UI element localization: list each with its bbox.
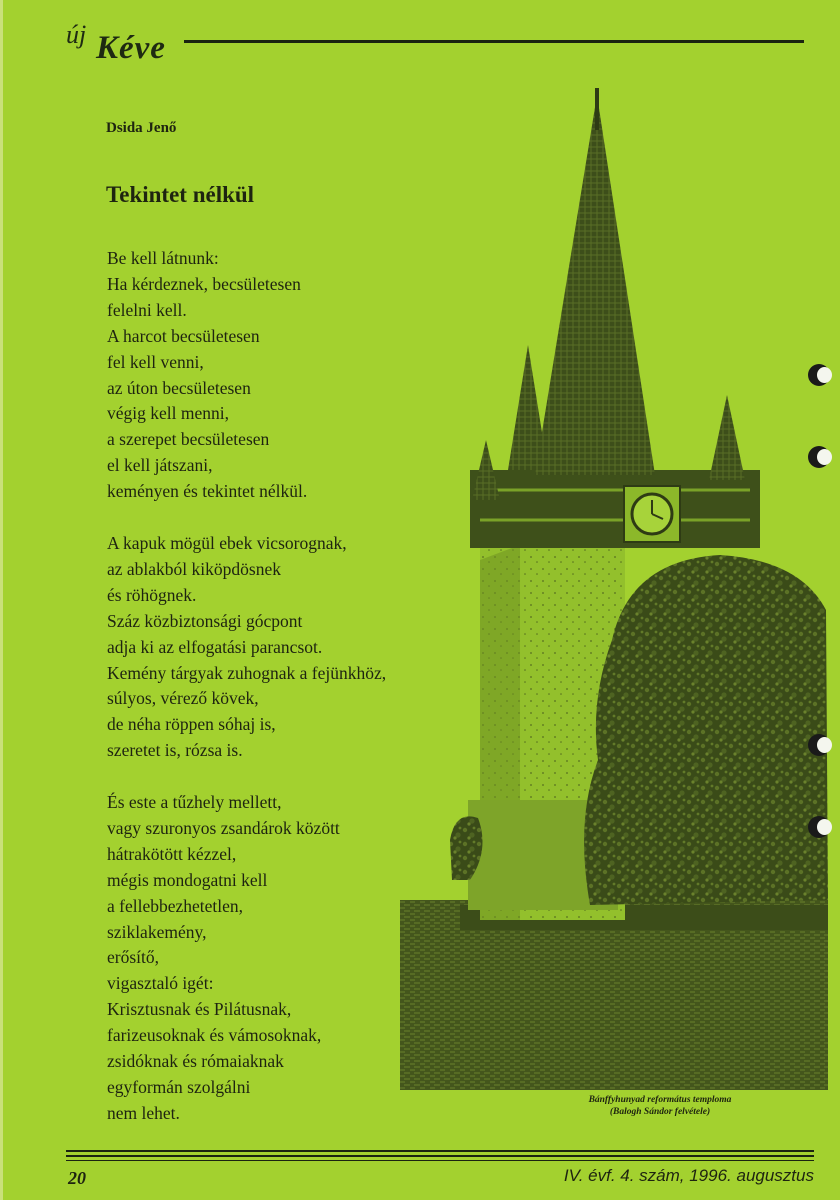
tower-gallery bbox=[470, 470, 760, 548]
poem-line: egyformán szolgálni bbox=[107, 1076, 251, 1097]
corner-turret-left bbox=[508, 345, 548, 470]
poem-line: sziklakemény, bbox=[107, 921, 207, 942]
poem-line: hátrakötött kézzel, bbox=[107, 843, 237, 864]
binder-hole bbox=[808, 364, 830, 386]
poem-line: A kapuk mögül ebek vicsorognak, bbox=[107, 533, 347, 553]
page-edge bbox=[0, 0, 3, 1200]
footer-rule bbox=[66, 1155, 814, 1157]
footer-rule bbox=[66, 1160, 814, 1161]
poem-line: zsidóknak és rómaiaknak bbox=[107, 1051, 284, 1072]
poem-author: Dsida Jenő bbox=[106, 120, 177, 136]
poem-line: felelni kell. bbox=[107, 299, 187, 320]
poem-line: A harcot becsületesen bbox=[107, 325, 260, 346]
poem-line: és röhögnek. bbox=[107, 584, 197, 605]
poem-line: az úton becsületesen bbox=[107, 377, 251, 398]
binder-hole bbox=[808, 446, 830, 468]
poem-line: adja ki az elfogatási parancsot. bbox=[107, 636, 323, 657]
poem-line: mégis mondogatni kell bbox=[107, 869, 268, 890]
corner-turret-right bbox=[709, 395, 745, 480]
page-number: 20 bbox=[68, 1168, 86, 1188]
poem-line: de néha röppen sóhaj is, bbox=[107, 714, 276, 735]
poem-line: az ablakból kiköpdösnek bbox=[107, 558, 281, 579]
caption-credit: (Balogh Sándor felvétele) bbox=[609, 1107, 711, 1117]
poem-line: szeretet is, rózsa is. bbox=[107, 740, 243, 761]
poem-line: nem lehet. bbox=[107, 1102, 180, 1123]
church-photo bbox=[398, 60, 830, 1092]
spire-roof bbox=[535, 95, 655, 475]
poem-line: vigasztaló igét: bbox=[107, 973, 214, 994]
binder-hole bbox=[808, 816, 830, 838]
logo-name: Kéve bbox=[96, 30, 166, 66]
poem-line: végig kell menni, bbox=[107, 403, 229, 424]
poem-title: Tekintet nélkül bbox=[106, 182, 255, 207]
photo-caption bbox=[530, 1094, 790, 1118]
poem-line: Száz közbiztonsági gócpont bbox=[107, 610, 303, 631]
poem-line: súlyos, vérező kövek, bbox=[107, 688, 259, 709]
poem-line: farizeusoknak és vámosoknak, bbox=[107, 1025, 322, 1046]
poem-line: el kell játszani, bbox=[107, 455, 213, 476]
logo-prefix: új bbox=[66, 20, 87, 49]
poem-line: a fellebbezhetetlen, bbox=[107, 895, 244, 916]
poem-line: a szerepet becsületesen bbox=[107, 429, 270, 450]
poem-line: És este a tűzhely mellett, bbox=[107, 792, 282, 812]
header-rule bbox=[184, 40, 804, 43]
issue-info: IV. évf. 4. szám, 1996. augusztus bbox=[563, 1166, 814, 1185]
binder-hole bbox=[808, 734, 830, 756]
poem-line: erősítő, bbox=[107, 947, 160, 968]
caption-line: Bánffyhunyad református temploma bbox=[588, 1095, 732, 1105]
poem-line: keményen és tekintet nélkül. bbox=[107, 481, 308, 502]
footer-rule bbox=[66, 1150, 814, 1152]
poem-line: Krisztusnak és Pilátusnak, bbox=[107, 999, 292, 1020]
poem-line: fel kell venni, bbox=[107, 351, 204, 372]
poem-line: Ha kérdeznek, becsületesen bbox=[107, 273, 301, 294]
poem-line: Kemény tárgyak zuhognak a fejünkhöz, bbox=[107, 662, 387, 683]
poem-line: vagy szuronyos zsandárok között bbox=[107, 817, 340, 838]
poem-line: Be kell látnunk: bbox=[107, 248, 219, 268]
